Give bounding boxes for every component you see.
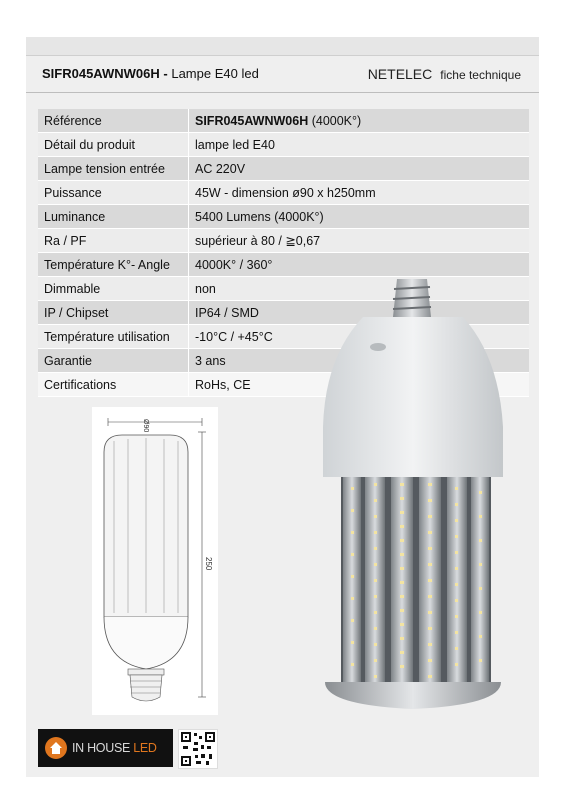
header-doc-type: fiche technique	[440, 68, 521, 82]
house-icon	[45, 737, 67, 759]
qr-code	[178, 729, 218, 769]
spec-label: Dimmable	[38, 277, 189, 301]
logo-text-2: LED	[133, 741, 157, 755]
spec-value: non	[189, 277, 530, 301]
datasheet-page	[26, 37, 539, 777]
header-separator: -	[163, 66, 168, 81]
spec-value: 3 ans	[189, 349, 530, 373]
spec-value: -10°C / +45°C	[189, 325, 530, 349]
table-row	[38, 109, 529, 133]
spec-label: Garantie	[38, 349, 189, 373]
table-row	[38, 181, 529, 205]
bulb-housing	[323, 317, 503, 477]
led-bulb-illustration	[303, 277, 503, 717]
dimension-drawing-svg	[92, 407, 218, 715]
logo-text-1: IN HOUSE	[72, 741, 131, 755]
spec-value: 4000K° / 360°	[189, 253, 530, 277]
diameter-label: Ø90	[142, 419, 149, 433]
dimension-drawing	[92, 407, 218, 715]
product-photo	[303, 277, 503, 717]
header-brand: NETELEC	[367, 66, 433, 82]
spec-label: Référence	[38, 109, 189, 133]
header-product: Lampe E40 led	[171, 66, 259, 81]
spec-value-reference: SIFR045AWNW06H	[195, 113, 309, 128]
header-brand-block	[368, 66, 521, 82]
spec-label: Température K°- Angle	[38, 253, 189, 277]
header-reference: SIFR045AWNW06H	[42, 66, 160, 81]
led-column	[341, 477, 491, 687]
spec-value: lampe led E40	[189, 133, 530, 157]
spec-value: 45W - dimension ø90 x h250mm	[189, 181, 530, 205]
spec-label: IP / Chipset	[38, 301, 189, 325]
spec-label: Détail du produit	[38, 133, 189, 157]
spec-value: 5400 Lumens (4000K°)	[189, 205, 530, 229]
logo-text	[72, 741, 157, 755]
table-row	[38, 157, 529, 181]
inhouse-led-logo	[38, 729, 173, 767]
spec-label: Ra / PF	[38, 229, 189, 253]
bulb-cap	[325, 682, 501, 709]
spec-label: Température utilisation	[38, 325, 189, 349]
spec-value-cct: (4000K°)	[308, 113, 362, 128]
spec-value: IP64 / SMD	[189, 301, 530, 325]
table-row	[38, 133, 529, 157]
height-label: 250	[204, 557, 213, 571]
top-band	[26, 37, 539, 56]
spec-label: Certifications	[38, 373, 189, 397]
spec-value: RoHs, CE	[189, 373, 530, 397]
drawing-housing	[104, 617, 188, 669]
header-title	[42, 66, 259, 81]
drawing-socket	[130, 675, 162, 701]
spec-value: supérieur à 80 / ≧0,67	[189, 229, 530, 253]
table-row	[38, 205, 529, 229]
table-row	[38, 253, 529, 277]
table-row	[38, 229, 529, 253]
spec-value: AC 220V	[189, 157, 530, 181]
spec-label: Lampe tension entrée	[38, 157, 189, 181]
header	[26, 56, 539, 93]
spec-value	[189, 109, 530, 133]
spec-label: Puissance	[38, 181, 189, 205]
spec-label: Luminance	[38, 205, 189, 229]
